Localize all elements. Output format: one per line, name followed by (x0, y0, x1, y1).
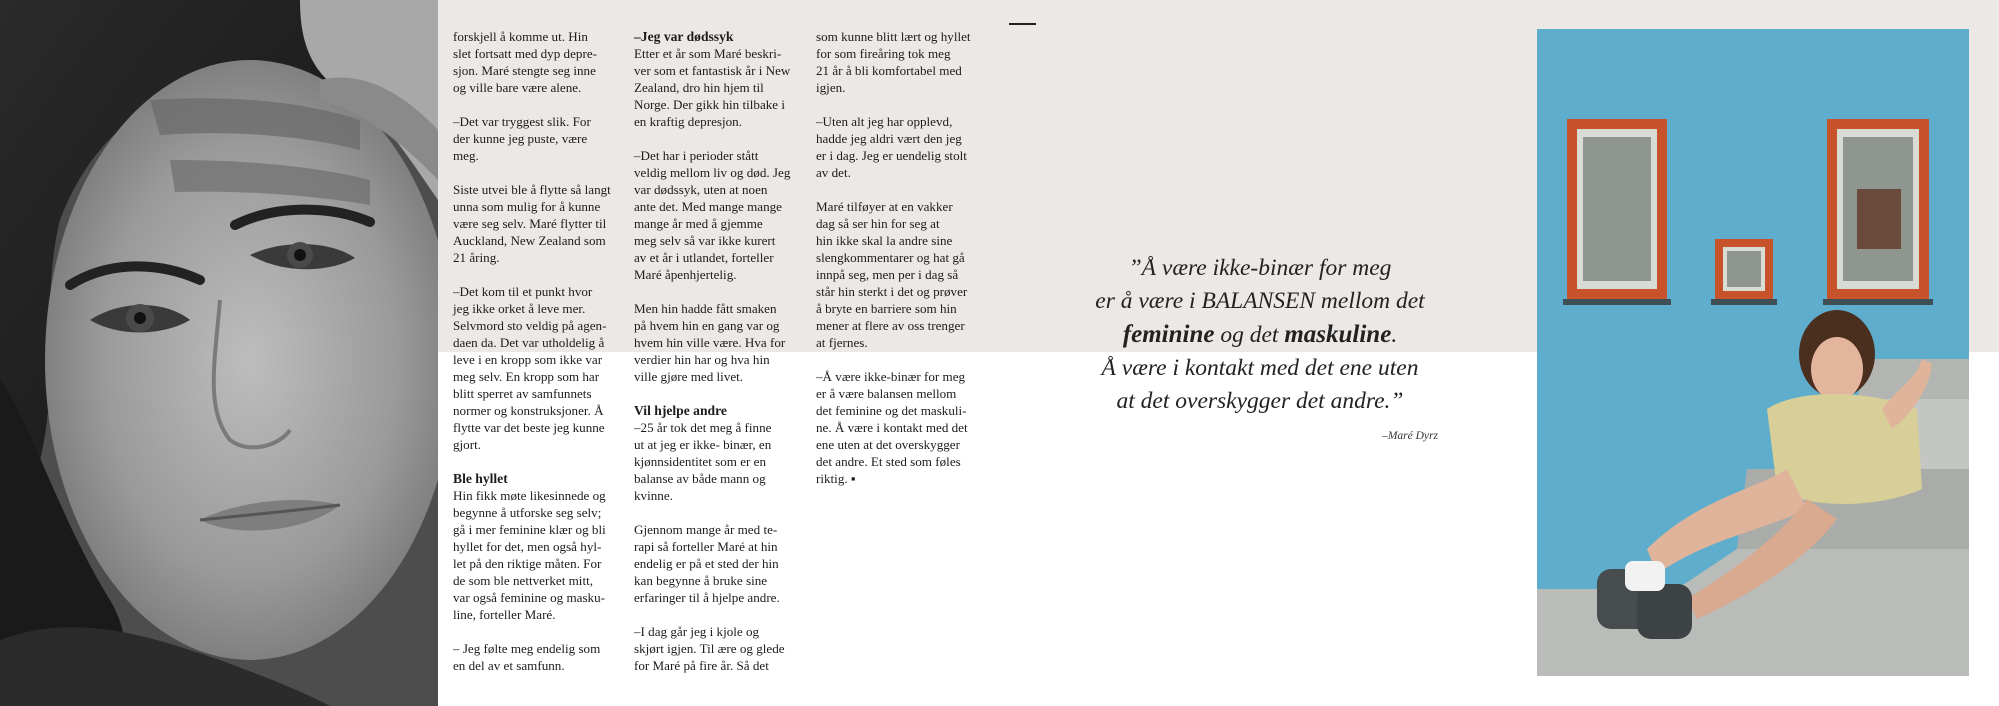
photo-person-on-steps (1537, 29, 1969, 676)
quote-text: og det (1214, 322, 1285, 348)
paragraph: Siste utvei ble å flytte så langt unna som mulig for å kunne være seg selv. Maré flytter til Auckland, New Zealand som 21 åring. (453, 182, 611, 265)
paragraph: Men hin hadde fått smaken på hvem hin en gang var og hvem hin ville være. Hva for verdier hin har og hva hin ville gjøre med livet. (634, 301, 786, 384)
pull-quote (1060, 252, 1460, 418)
window-right (1823, 119, 1933, 305)
quote-emphasis: feminine (1122, 321, 1215, 348)
quote-line: at det overskygger det andre.” (1116, 388, 1404, 414)
paragraph: –Uten alt jeg har opplevd, hadde jeg aldri vært den jeg er i dag. Jeg er uendelig stolt av det. (816, 114, 967, 180)
paragraph: –I dag går jeg i kjole og skjørt igjen. Til ære og glede for Maré på fire år. Så det (634, 624, 785, 673)
quote-line (1060, 318, 1460, 352)
section-heading: –Jeg var dødssyk (634, 29, 734, 44)
window-small (1711, 239, 1777, 305)
paragraph: –25 år tok det meg å finne ut at jeg er ikke- binær, en kjønnsidentitet som er en balanse av både mann og kvinne. (634, 420, 772, 503)
paragraph: –Det har i perioder stått veldig mellom liv og død. Jeg var dødssyk, uten at noen ante det. Med mange mange mange år med å gjemme meg selv så var ikke kurert av et år i utlandet, forteller Maré åpenhjertelig. (634, 148, 791, 282)
article-column-3 (816, 28, 988, 504)
paragraph: –Det kom til et punkt hvor jeg ikke orket å leve mer. Selvmord sto veldig på agen- daen da. Det var utholdelig å leve i en kropp som ikke var meg selv. En kropp som har blitt sperret av samfunnets normer og konstruksjoner. Å flytte var det beste jeg kunne gjort. (453, 284, 607, 452)
paragraph: som kunne blitt lært og hyllet for som fireåring tok meg 21 år å bli komfortabel med igjen. (816, 29, 971, 95)
paragraph: Maré tilføyer at en vakker dag så ser hin for seg at hin ikke skal la andre sine slengkommentarer og hat gå innpå seg, men per i dag så står hin sterkt i det og prøver å bryte en barriere som hin mener at flere av oss trenger at fjernes. (816, 199, 968, 350)
quote-line: ”Å være ikke-binær for meg (1128, 255, 1392, 281)
quote-emphasis: maskuline (1284, 321, 1392, 348)
paragraph: –Å være ikke-binær for meg er å være balansen mellom det feminine og det maskuli- ne. Å være i kontakt med det ene uten at det overskygger det andre. Et sted som føles riktig. ▪ (816, 369, 968, 486)
quote-line: er å være i BALANSEN mellom det (1095, 288, 1425, 314)
article-column-2 (634, 28, 806, 691)
portrait-photo-bw (0, 0, 438, 706)
quote-text: . (1391, 322, 1398, 348)
decorative-rule (1009, 23, 1036, 25)
portrait-illustration (0, 0, 438, 706)
section-heading: Ble hyllet (453, 471, 508, 486)
paragraph: forskjell å komme ut. Hin slet fortsatt med dyp depre- sjon. Maré stengte seg inne og ville bare være alene. (453, 29, 597, 95)
window-left (1563, 119, 1671, 305)
paragraph: –Det var tryggest slik. For der kunne jeg puste, være meg. (453, 114, 591, 163)
section-heading: Vil hjelpe andre (634, 403, 727, 418)
photo-illustration (1537, 29, 1969, 676)
quote-author: –Maré Dyrz (1382, 430, 1438, 442)
paragraph: – Jeg følte meg endelig som en del av et samfunn. (453, 641, 601, 673)
paragraph: Gjennom mange år med te- rapi så forteller Maré at hin endelig er på et sted der hin kan begynne å bruke sine erfaringer til å hjelpe andre. (634, 522, 780, 605)
quote-line: Å være i kontakt med det ene uten (1101, 355, 1419, 381)
paragraph: Etter et år som Maré beskri- ver som et fantastisk år i New Zealand, dro hin hjem til Norge. Der gikk hin tilbake i en kraftig depresjon. (634, 46, 791, 129)
paragraph: Hin fikk møte likesinnede og begynne å utforske seg selv; gå i mer feminine klær og bli hyllet for det, men også hyl- let på den riktige måten. For de som ble nettverket mitt, var også feminine og masku- line, forteller Maré. (453, 488, 606, 622)
article-column-1 (453, 28, 625, 691)
